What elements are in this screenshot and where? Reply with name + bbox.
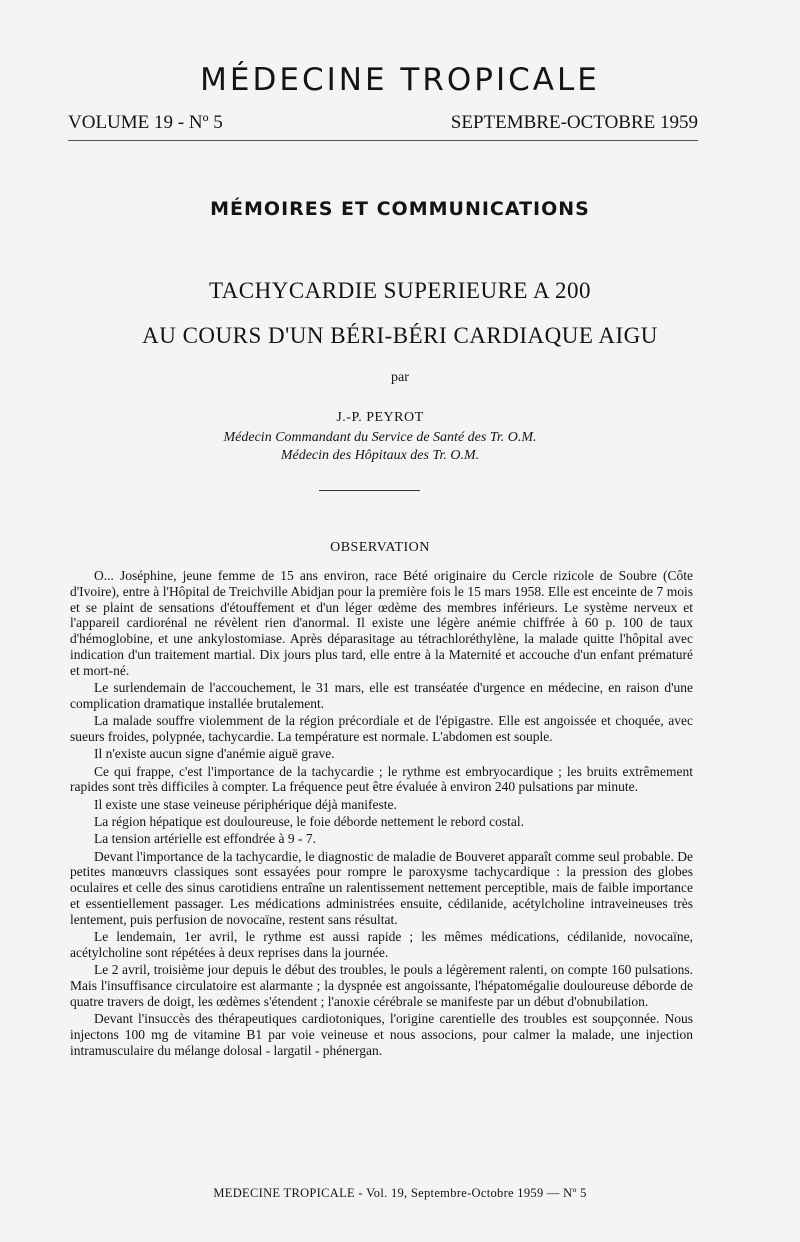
article-title-line-2: AU COURS D'UN BÉRI-BÉRI CARDIAQUE AIGU (142, 323, 658, 348)
paragraph: Il n'existe aucun signe d'anémie aiguë grave. (94, 746, 335, 762)
issue-date: SEPTEMBRE-OCTOBRE 1959 (450, 112, 698, 133)
header-rule (68, 140, 698, 141)
section-heading: MÉMOIRES ET COMMUNICATIONS (210, 198, 590, 220)
page-footer: MEDECINE TROPICALE - Vol. 19, Septembre-Octobre 1959 — Nº 5 (213, 1186, 587, 1200)
paragraph: Devant l'importance de la tachycardie, le diagnostic de maladie de Bouveret apparaît comme seul probable. De petites manœuvrs classiques sont essayées pour rompre le paroxysme tachycardique : la pression des globes oculaires et celle des sinus carotidiens entraîne un ralentissement nettement perceptible, mais de faible importance et essentiellement passager. Les médications administrées ensuite, cédilanide, acétylcholine intraveineuses très lentement, puis perfusion de novocaïne, restent sans résultat. (70, 848, 693, 927)
author-name: J.-P. PEYROT (336, 410, 424, 425)
paragraph: Devant l'insuccès des thérapeutiques cardiotoniques, l'origine carentielle des troubles est soupçonnée. Nous injectons 100 mg de vitamine B1 par voie veineuse et nous associons, pour calmer la malade, une injection intramusculaire du mélange dolosal - largatil - phénergan. (70, 1011, 693, 1058)
body-text (70, 568, 693, 1060)
paragraph: La malade souffre violemment de la région précordiale et de l'épigastre. Elle est angoissée et choquée, avec sueurs froides, polypnée, tachycardie. La température est normale. L'abdomen est souple. (70, 713, 693, 744)
paragraph: O... Joséphine, jeune femme de 15 ans environ, race Bété originaire du Cercle rizicole de Soubre (Côte d'Ivoire), entre à l'Hôpital de Treichville Abidjan pour la première fois le 15 mars 1958. Elle est enceinte de 7 mois et se plaint de sensations d'étouffement et d'un léger œdème des membres inférieurs. Le système nerveux et l'appareil cardiorénal ne révèlent rien d'anormal. Il existe une légère anémie chiffrée à 60 p. 100 de taux d'hémoglobine, et une ankylostomiase. Après déparasitage au tétrachloréthylène, la malade quitte l'hôpital avec indication d'un traitement martial. Dix jours plus tard, elle entre à la Maternité et accouche d'un enfant prématuré et mort-né. (70, 568, 693, 678)
journal-title: MÉDECINE TROPICALE (200, 62, 600, 98)
byline-par: par (391, 370, 409, 385)
author-affiliation-2: Médecin des Hôpitaux des Tr. O.M. (280, 448, 480, 463)
paragraph: La tension artérielle est effondrée à 9 - 7. (94, 831, 317, 847)
paragraph: Ce qui frappe, c'est l'importance de la tachycardie ; le rythme est embryocardique ; les bruits extrêmement rapides sont très difficiles à compter. La fréquence peut être évaluée à environ 240 pulsations par minute. (70, 763, 693, 795)
paragraph: Le surlendemain de l'accouchement, le 31 mars, elle est transéatée d'urgence en médecine, en raison d'une complication dramatique installée brutalement. (70, 680, 693, 711)
volume-number: VOLUME 19 - Nº 5 (68, 112, 223, 133)
paragraph: Le 2 avril, troisième jour depuis le début des troubles, le pouls a légèrement ralenti, on compte 160 pulsations. Mais l'insuffisance circulatoire est alarmante ; la dyspnée est angoissante, l'hépatomégalie douloureuse déborde de quatre travers de doigt, les œdèmes s'étendent ; l'anoxie cérébrale se manifeste par un début d'obnubilation. (70, 962, 693, 1009)
article-title-line-1: TACHYCARDIE SUPERIEURE A 200 (208, 278, 592, 303)
separator-rule (319, 490, 420, 491)
observation-heading: OBSERVATION (330, 540, 430, 555)
author-affiliation-1: Médecin Commandant du Service de Santé des Tr. O.M. (223, 430, 537, 445)
paragraph: Il existe une stase veineuse périphérique déjà manifeste. (94, 796, 397, 812)
paragraph: La région hépatique est douloureuse, le foie déborde nettement le rebord costal. (94, 813, 524, 829)
issue-line (68, 112, 698, 134)
paragraph: Le lendemain, 1er avril, le rythme est aussi rapide ; les mêmes médications, cédilanide, novocaïne, acétylcholine sont répétées à deux reprises dans la journée. (70, 929, 693, 960)
